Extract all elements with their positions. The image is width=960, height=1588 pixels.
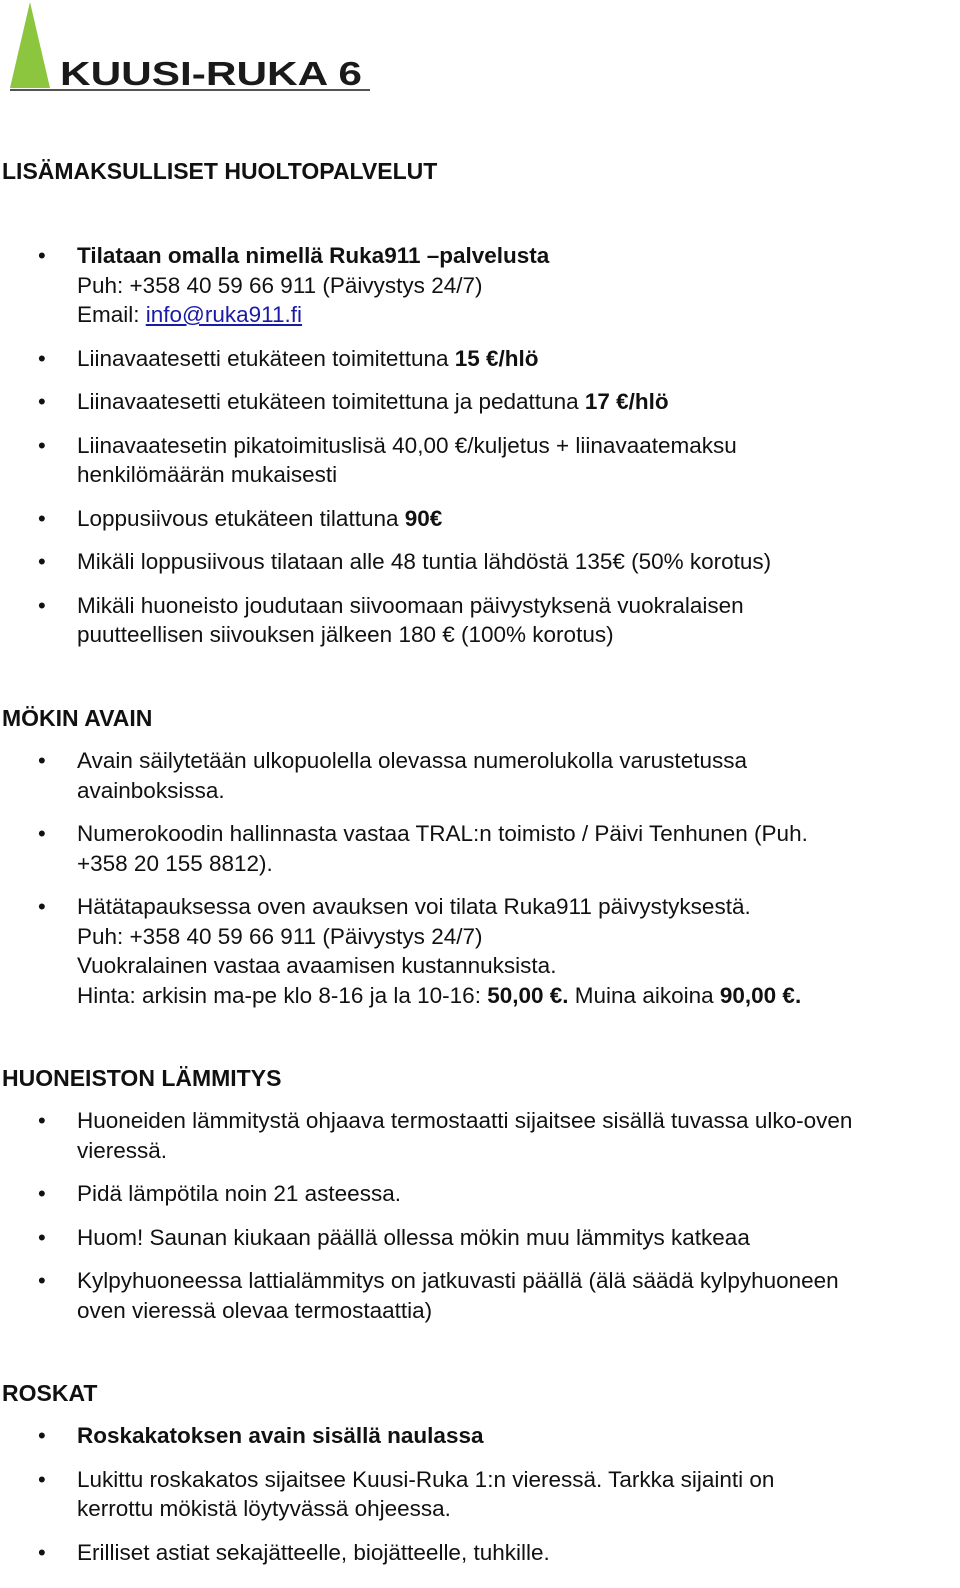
extra-services-list <box>0 241 960 664</box>
key-heading: MÖKIN AVAIN <box>2 705 153 731</box>
linen-delivered-price: 15 €/hlö <box>454 345 539 371</box>
linen-delivered-text: Liinavaatesetti etukäteen toimitettuna <box>77 345 455 371</box>
list-item-code-management <box>0 819 960 878</box>
list-item-trash-shelter <box>0 1465 960 1524</box>
list-item-emergency-opening <box>0 892 960 1010</box>
emergency-opening-line3: Vuokralainen vastaa avaamisen kustannuksista. <box>77 953 557 978</box>
key-list <box>0 746 960 1024</box>
key-box-line1: Avain säilytetään ulkopuolella olevassa numerolukolla varustetussa <box>77 748 747 773</box>
price-weekday-label: Hinta: arkisin ma-pe klo 8-16 ja la 10-16: <box>77 982 488 1008</box>
floor-heating-line2: oven vieressä olevaa termostaattia) <box>77 1297 433 1323</box>
logo-triangle <box>10 2 50 88</box>
linen-made-text: Liinavaatesetti etukäteen toimitettuna ja pedattuna <box>77 389 585 414</box>
logo-graphic <box>4 2 376 94</box>
bullet: • <box>38 1181 46 1206</box>
list-item-key-box <box>0 746 960 805</box>
bullet: • <box>38 592 46 618</box>
bullet: • <box>38 821 46 846</box>
list-item-trash-key <box>0 1421 960 1451</box>
order-line: Tilataan omalla nimellä Ruka911 –palvelusta <box>77 243 550 268</box>
emergency-opening-line1: Hätätapauksessa oven avauksen voi tilata Ruka911 päivystyksestä. <box>77 894 751 919</box>
bullet: • <box>38 389 46 414</box>
thermostat-line1: Huoneiden lämmitystä ohjaava termostaatti sijaitsee sisällä tuvassa ulko-oven <box>77 1108 853 1133</box>
email-link[interactable]: info@ruka911.fi <box>145 302 303 327</box>
emergency-cleaning-line1: Mikäli huoneisto joudutaan siivoomaan päivystyksenä vuokralaisen <box>77 592 744 618</box>
linen-made-price: 17 €/hlö <box>584 389 669 414</box>
logo-text: KUUSI-RUKA 6 <box>60 55 362 92</box>
price-weekday: 50,00 €. <box>487 982 569 1008</box>
list-item-temperature <box>0 1179 960 1209</box>
thermostat-line2: vieressä. <box>77 1137 168 1163</box>
linen-express-line2: henkilömäärän mukaisesti <box>77 462 338 487</box>
bullet: • <box>38 243 46 268</box>
list-item-order-info <box>0 241 960 330</box>
late-cleaning-text: Mikäli loppusiivous tilataan alle 48 tuntia lähdöstä 135€ (50% korotus) <box>77 549 772 574</box>
trash-key-text: Roskakatoksen avain sisällä naulassa <box>77 1423 484 1448</box>
final-cleaning-price: 90€ <box>404 505 443 531</box>
bullet: • <box>38 1268 46 1293</box>
code-management-line2: +358 20 155 8812). <box>77 850 273 876</box>
final-cleaning-text: Loppusiivous etukäteen tilattuna <box>77 505 405 531</box>
linen-express-line1: Liinavaatesetin pikatoimituslisä 40,00 €/kuljetus + liinavaatemaksu <box>77 432 737 458</box>
bullet: • <box>38 1539 46 1565</box>
emergency-opening-line2: Puh: +358 40 59 66 911 (Päivystys 24/7) <box>77 923 483 949</box>
email-label: Email: <box>77 302 146 327</box>
list-item-thermostat <box>0 1106 960 1165</box>
trash-shelter-line2: kerrottu mökistä löytyvässä ohjeessa. <box>77 1496 451 1521</box>
bullet: • <box>38 345 46 371</box>
email-line <box>77 300 960 330</box>
emergency-opening-price-line <box>77 981 960 1011</box>
bullet: • <box>38 1108 46 1133</box>
sauna-note-text: Huom! Saunan kiukaan päällä ollessa mökin muu lämmitys katkeaa <box>77 1224 750 1250</box>
list-item-trash-bins <box>0 1538 960 1568</box>
list-item-linen-express <box>0 431 960 490</box>
bullet: • <box>38 1224 46 1250</box>
trash-shelter-line1: Lukittu roskakatos sijaitsee Kuusi-Ruka 1:n vieressä. Tarkka sijainti on <box>77 1466 775 1492</box>
temperature-text: Pidä lämpötila noin 21 asteessa. <box>77 1181 401 1206</box>
bullet: • <box>38 748 46 773</box>
key-box-line2: avainboksissa. <box>77 777 225 803</box>
trash-heading: ROSKAT <box>2 1380 98 1406</box>
extra-services-heading: LISÄMAKSULLISET HUOLTOPALVELUT <box>2 158 438 184</box>
list-item-linen-delivered <box>0 344 960 374</box>
heating-heading: HUONEISTON LÄMMITYS <box>2 1065 282 1091</box>
floor-heating-line1: Kylpyhuoneessa lattialämmitys on jatkuvasti päällä (älä säädä kylpyhuoneen <box>77 1268 839 1293</box>
list-item-sauna-note <box>0 1223 960 1253</box>
trash-bins-text: Erilliset astiat sekajätteelle, biojätteelle, tuhkille. <box>77 1539 550 1565</box>
code-management-line1: Numerokoodin hallinnasta vastaa TRAL:n toimisto / Päivi Tenhunen (Puh. <box>77 821 808 846</box>
list-item-linen-made <box>0 387 960 417</box>
price-other: 90,00 €. <box>719 982 802 1008</box>
bullet: • <box>38 549 46 574</box>
emergency-cleaning-line2: puutteellisen siivouksen jälkeen 180 € (100% korotus) <box>77 622 614 647</box>
trash-list <box>0 1421 960 1581</box>
bullet: • <box>38 432 46 458</box>
price-other-label: Muina aikoina <box>568 982 720 1008</box>
heating-list <box>0 1106 960 1339</box>
kuusi-ruka-logo <box>4 2 376 94</box>
phone-line: Puh: +358 40 59 66 911 (Päivystys 24/7) <box>77 272 483 298</box>
list-item-late-cleaning <box>0 547 960 577</box>
list-item-floor-heating <box>0 1266 960 1325</box>
list-item-emergency-cleaning <box>0 591 960 650</box>
bullet: • <box>38 894 46 919</box>
list-item-final-cleaning <box>0 504 960 534</box>
bullet: • <box>38 505 46 531</box>
bullet: • <box>38 1423 46 1448</box>
bullet: • <box>38 1466 46 1492</box>
